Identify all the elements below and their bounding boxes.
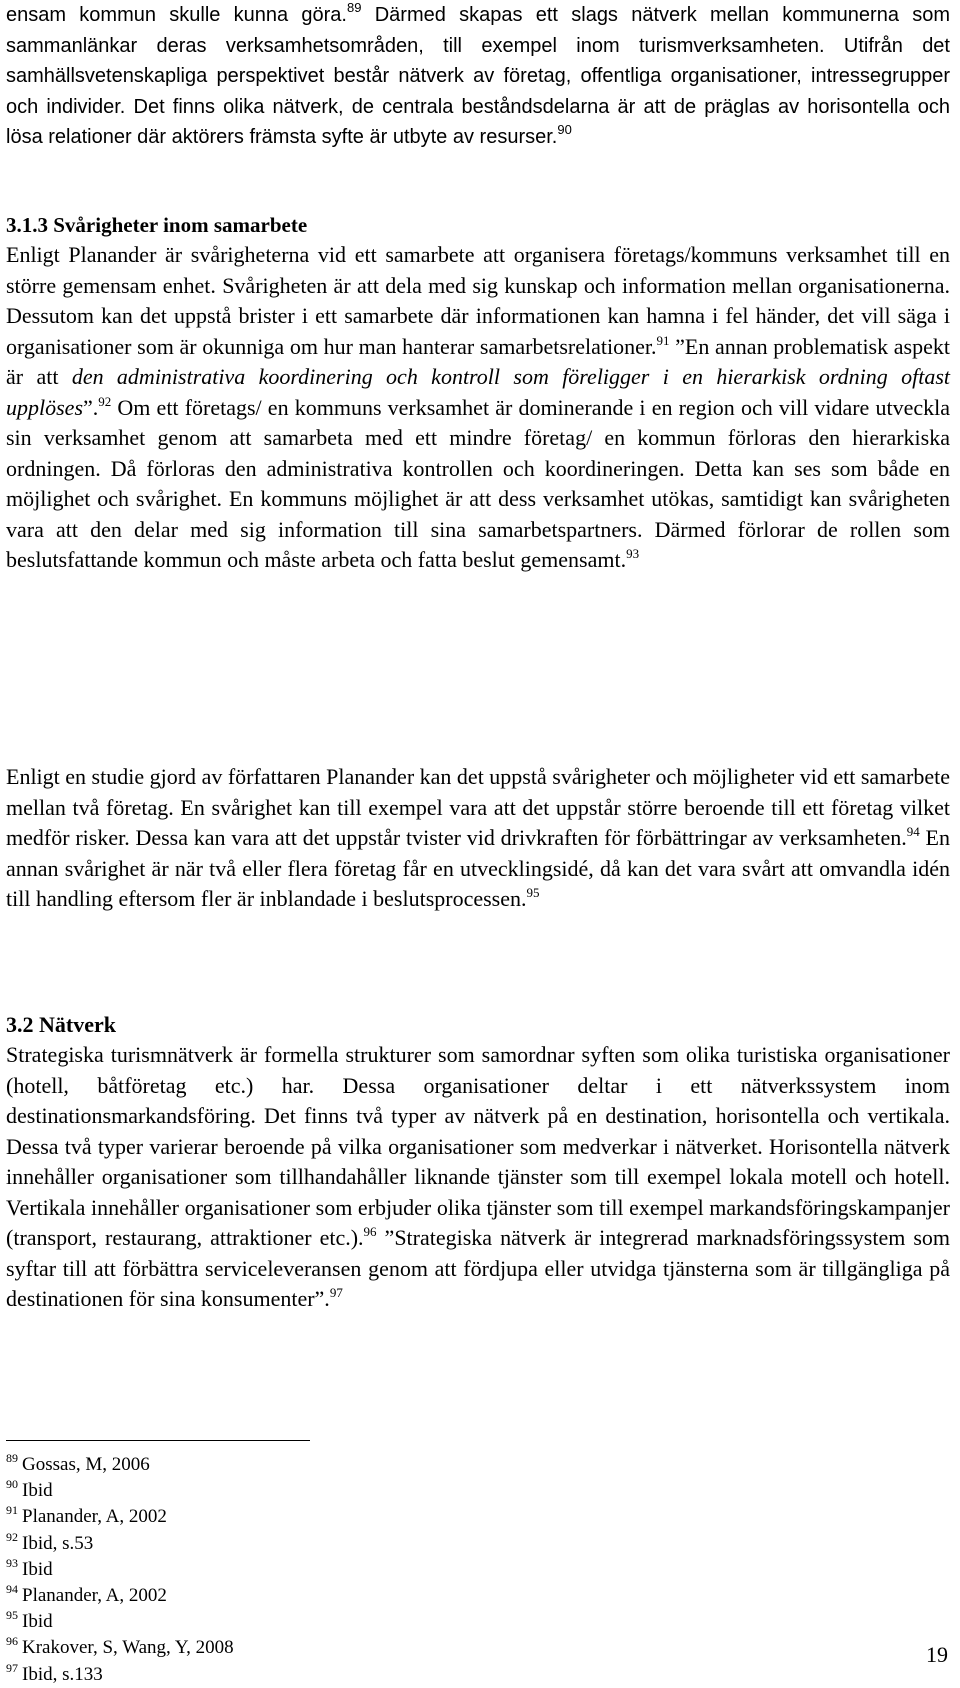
footnote-number: 95 <box>6 1608 18 1623</box>
footnote-item <box>6 1452 234 1478</box>
paragraph-text: Om ett företags/ en kommuns verksamhet är dominerande i en region och vill vidare utveckla sin verksamhet genom att samarbeta med ett mindre företag/ en kommun förloras den hierarkiska ordningen. Då förloras den administrativa kontrollen och koordineringen. Detta kan ses som både en möjlighet och svårighet. En kommuns möjlighet är att dess verksamhet utökas, samtidigt kan svårigheten vara att den delar med sig information till sina samarbetspartners. Därmed förlorar de rollen som beslutsfattande kommun och måste arbeta och fatta beslut gemensamt. <box>6 394 950 572</box>
footnote-number: 89 <box>6 1451 18 1465</box>
footnote-item <box>6 1504 234 1530</box>
footnote-ref-94[interactable]: 94 <box>906 824 920 839</box>
footnotes <box>6 1452 234 1688</box>
paragraph-networks-intro <box>6 0 950 153</box>
footnote-ref-95[interactable]: 95 <box>526 885 540 900</box>
footnote-item <box>6 1478 234 1504</box>
paragraph-difficulties <box>6 240 950 576</box>
footnote-number: 97 <box>6 1660 18 1675</box>
footnote-ref-92[interactable]: 92 <box>98 393 112 409</box>
footnote-item <box>6 1531 234 1557</box>
italic-quote: den administrativa koordinering och kontroll som föreligger i en hierarkisk ordning oftast upplöses <box>6 364 950 420</box>
section-heading-3-1-3: 3.1.3 Svårigheter inom samarbete <box>6 213 308 237</box>
footnote-number: 96 <box>6 1634 18 1649</box>
footnote-item <box>6 1635 234 1661</box>
footnote-text: Ibid, s.133 <box>22 1663 103 1685</box>
footnote-text: Planander, A, 2002 <box>22 1506 167 1528</box>
footnote-item <box>6 1662 234 1688</box>
paragraph-text: Därmed skapas ett slags nätverk mellan kommunerna som sammanlänkar deras verksamhetsområden, till exempel inom turismverksamheten. Utifrån det samhällsvetenskapliga perspektivet består nätverk av företag, offentliga organisationer, intressegrupper och individer. Det finns olika nätverk, de centrala beståndsdelarna är att de präglas av horisontella och lösa relationer där aktörers främsta syfte är utbyte av resurser. <box>6 4 950 148</box>
footnote-item <box>6 1609 234 1635</box>
footnote-text: Ibid, s.53 <box>22 1532 94 1554</box>
footnote-text: Ibid <box>22 1480 53 1502</box>
footnote-ref-90[interactable]: 90 <box>557 122 572 137</box>
footnote-text: Planander, A, 2002 <box>22 1585 167 1607</box>
section-heading-3-2: 3.2 Nätverk <box>6 1012 116 1037</box>
footnote-item <box>6 1583 234 1609</box>
footnote-ref-96[interactable]: 96 <box>363 1224 377 1239</box>
footnote-text: Ibid <box>22 1611 53 1633</box>
footnote-text: Ibid <box>22 1558 53 1580</box>
footnote-item <box>6 1557 234 1583</box>
footnote-number: 92 <box>6 1529 18 1544</box>
paragraph-planander-study <box>6 762 950 915</box>
footnote-number: 93 <box>6 1555 18 1570</box>
paragraph-strategic-networks <box>6 1040 950 1315</box>
paragraph-text: Enligt Planander är svårigheterna vid ett samarbete att organisera företags/kommuns verksamhet till en större gemensam enhet. Svårigheten är att dela med sig kunskap och information mellan organisationerna. Dessutom kan det uppstå brister i ett samarbete där informationen kan hamna i fel händer, det vill säga i organisationer som är okunniga om hur man hanterar samarbetsrelationer. <box>6 242 950 359</box>
paragraph-text: ensam kommun skulle kunna göra. <box>6 4 347 26</box>
footnote-text: Krakover, S, Wang, Y, 2008 <box>22 1637 234 1659</box>
paragraph-text: Strategiska turismnätverk är formella strukturer som samordnar syften som olika turistiska organisationer (hotell, båtföretag etc.) har. Dessa organisationer deltar i ett nätverkssystem inom destinationsmarkandsföring. Det finns två typer av nätverk på en destination, horisontella och vertikala. Dessa två typer varierar beroende på vilka organisationer som medverkar i nätverket. Horisontella nätverk innehåller organisationer som tillhandahåller liknande tjänster som till exempel lokala motell och hotell. Vertikala innehåller organisationer som erbjuder olika tjänster som till exempel markandsföringskampanjer (transport, restaurang, attraktioner etc.). <box>6 1042 950 1250</box>
footnote-number: 91 <box>6 1503 18 1518</box>
paragraph-text: ”En annan problematisk aspekt är att <box>6 333 950 389</box>
paragraph-text: En annan svårighet är när två eller flera företag får en utvecklingsidé, då kan det vara svårt att omvandla idén till handling eftersom fler är inblandade i beslutsprocessen. <box>6 825 950 911</box>
footnote-ref-91[interactable]: 91 <box>656 332 670 348</box>
footnote-ref-89[interactable]: 89 <box>346 0 362 15</box>
paragraph-text: ”Strategiska nätverk är integrerad marknadsföringssystem som syftar till att förbättra serviceleveransen genom att fördjupa eller utvidga tjänsterna som är tillgängliga på destinationen för sina konsumenter”. <box>6 1225 950 1311</box>
footnote-number: 90 <box>6 1477 18 1492</box>
paragraph-text: Enligt en studie gjord av författaren Planander kan det uppstå svårigheter och möjligheter vid ett samarbete mellan två företag. En svårighet kan till exempel vara att det uppstår större beroende till ett företag vilket medför risker. Dessa kan vara att det uppstår tvister vid drivkraften för förbättringar av verksamheten. <box>6 764 950 850</box>
paragraph-text: ”. <box>83 394 99 420</box>
footnote-ref-97[interactable]: 97 <box>329 1285 343 1300</box>
page-number: 19 <box>926 1642 948 1667</box>
footnote-separator <box>6 1440 310 1441</box>
footnote-number: 94 <box>6 1582 18 1597</box>
footnote-ref-93[interactable]: 93 <box>626 546 640 561</box>
footnote-text: Gossas, M, 2006 <box>22 1454 150 1475</box>
